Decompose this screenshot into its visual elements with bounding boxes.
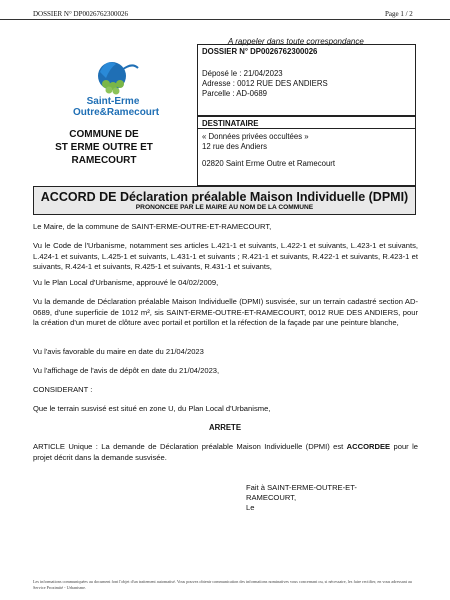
paragraph-code-urbanisme: Vu le Code de l'Urbanisme, notamment ses articles L.421-1 et suivants, L.422-1 et suivants, L.423-1 et suivants, L.424-1 et suivants, L.425-1 et suivants, L.431-1 et suivants ; R.421-1 et suivants, R.422-1 et suivants, R.423-1 et suivants, R.424-1 et suivants, R.425-1 et suivants, R.431-1 et suivants, xyxy=(33,241,418,271)
dossier-box-title: DOSSIER N° DP0026762300026 xyxy=(202,47,318,56)
commune-logo xyxy=(73,52,160,120)
paragraph-article xyxy=(33,442,418,463)
dossier-deposit-date: Déposé le : 21/04/2023 xyxy=(202,69,283,78)
logo-text-1: Saint-Erme xyxy=(86,96,140,107)
recipient-box-title: DESTINATAIRE xyxy=(202,119,259,128)
commune-name xyxy=(44,128,164,167)
commune-line-3: RAMECOURT xyxy=(71,155,137,166)
reference-note: A rappeler dans toute correspondance xyxy=(228,37,364,46)
footer-note: Les informations communiquées au document font l'objet d'un traitement automatisé. Vous pouvez obtenir communication des informations nominatives vous concernant ou, si nécessaire, les faire rectifier, en vous adressant au Service Proximité - Urbanisme. xyxy=(33,579,412,590)
paragraph-maire: Le Maire, de la commune de SAINT-ERME-OUTRE-ET-RAMECOURT, xyxy=(33,222,272,231)
recipient-box xyxy=(197,116,416,186)
signature-line-3: Le xyxy=(246,503,255,512)
paragraph-affichage: Vu l'affichage de l'avis de dépôt en date du 21/04/2023, xyxy=(33,366,220,375)
decision-title-box xyxy=(33,186,416,215)
header-dossier-number: DOSSIER N° DP0026762300026 xyxy=(33,10,128,18)
arrete-heading: ARRETE xyxy=(208,423,242,432)
dossier-info-box xyxy=(197,44,416,116)
recipient-street: 12 rue des Andiers xyxy=(202,142,268,151)
paragraph-considerant: CONSIDERANT : xyxy=(33,385,93,394)
dossier-parcel: Parcelle : AD-0689 xyxy=(202,89,268,98)
recipient-city: 02820 Saint Erme Outre et Ramecourt xyxy=(202,159,336,168)
article-text-end: pour le projet décrit dans la demande susvisée. xyxy=(33,442,418,462)
signature-line-2: RAMECOURT, xyxy=(246,493,297,502)
commune-line-1: COMMUNE DE xyxy=(69,129,139,140)
paragraph-zone: Que le terrain susvisé est situé en zone U, du Plan Local d'Urbanisme, xyxy=(33,404,271,413)
commune-line-2: ST ERME OUTRE ET xyxy=(55,142,153,153)
paragraph-avis-maire: Vu l'avis favorable du maire en date du 21/04/2023 xyxy=(33,347,204,356)
header-page-number: Page 1 / 2 xyxy=(385,10,413,18)
signature-line-1: Fait à SAINT-ERME-OUTRE-ET- xyxy=(246,483,357,492)
recipient-divider xyxy=(198,128,415,129)
decision-title: ACCORD DE Déclaration préalable Maison Individuelle (DPMI) xyxy=(40,190,409,204)
article-text: ARTICLE Unique : La demande de Déclaration préalable Maison Individuelle (DPMI) est xyxy=(33,442,347,451)
dossier-address: Adresse : 0012 RUE DES ANDIERS xyxy=(202,79,328,88)
logo-text-2: Outre&Ramecourt xyxy=(73,107,160,118)
article-decision: ACCORDEE xyxy=(346,442,391,451)
recipient-name: « Données privées occultées » xyxy=(202,132,309,141)
decision-subtitle: PRONONCEE PAR LE MAIRE AU NOM DE LA COMMUNE xyxy=(135,204,314,211)
paragraph-plu: Vu le Plan Local d'Urbanisme, approuvé le 04/02/2009, xyxy=(33,278,219,287)
paragraph-demande: Vu la demande de Déclaration préalable Maison Individuelle (DPMI) susvisée, sur un terrain cadastré section AD-0689, d'une superficie de 1012 m², sis SAINT-ERME-OUTRE-ET-RAMECOURT, 0012 RUE DES ANDIERS, pour la création d'un muret de clôture avec portail et portillon et la réfection de la façade par une peinture blanche, xyxy=(33,297,418,327)
